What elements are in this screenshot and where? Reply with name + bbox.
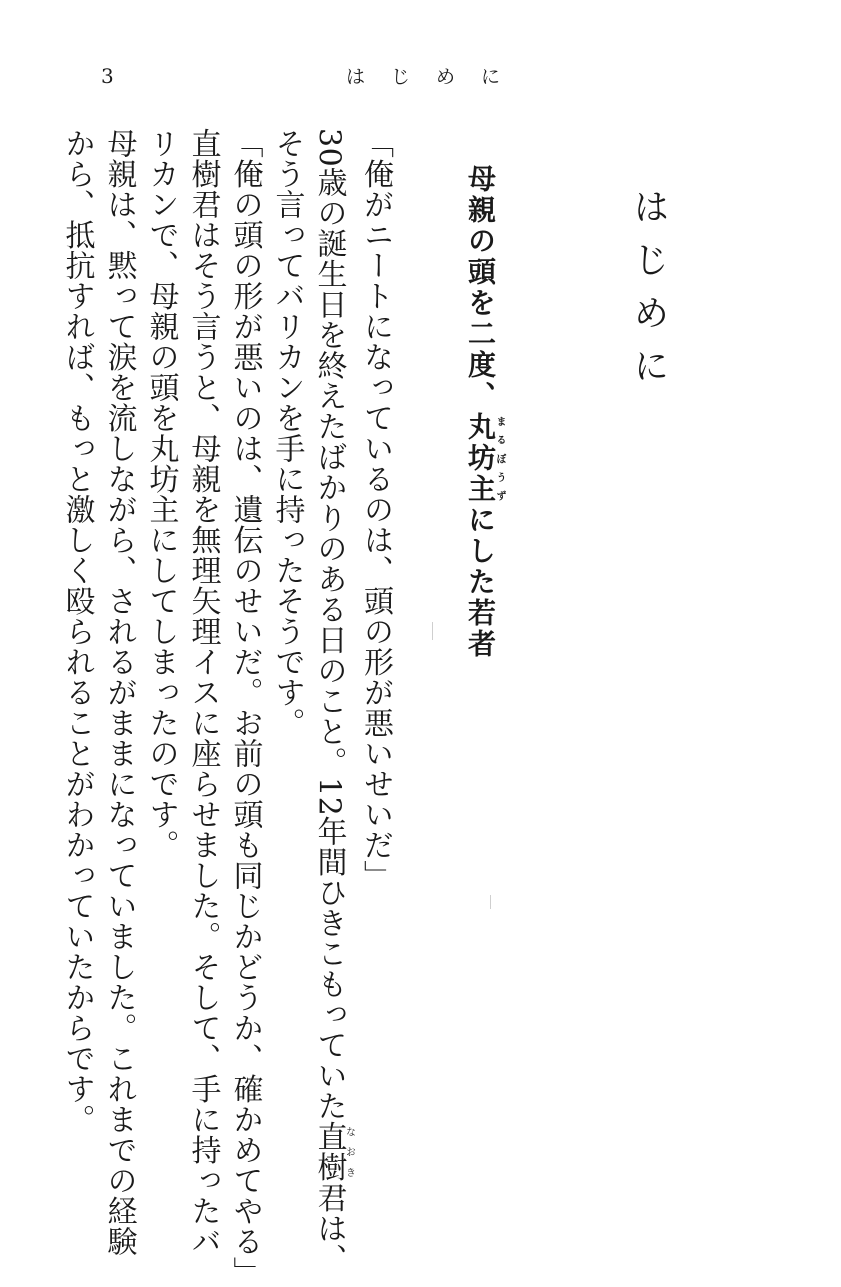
body-line-8: から、抵抗すれば、もっと激しく殴られることがわかっていたからです。 [59,128,95,1135]
subtitle-text-after: にした若者 [464,505,497,660]
running-head: はじめに [346,66,527,88]
body-line-1: 「俺がニートになっているのは、頭の形が悪いせいだ」 [358,128,393,891]
body-ruby-base: 直樹 [311,1121,347,1183]
body-line-4: 「俺の頭の形が悪いのは、遺伝のせいだ。お前の頭も同じかどうか、確かめてやる」 [227,128,263,1287]
body-ruby-naoki [311,1121,355,1183]
body-line-3: そう言ってバリカンを手に持ったそうです。 [269,128,305,738]
body-text [59,128,396,1287]
scan-mark [432,622,433,640]
subtitle-text-before: 母親の頭を二度、 [464,164,497,412]
body-line-5: 直樹君はそう言うと、母親を無理矢理イスに座らせました。そして、手に持ったバ [185,128,221,1257]
body-line-6: リカンで、母親の頭を丸坊主にしてしまったのです。 [143,128,179,860]
body-ruby-reading: なおき [343,1121,355,1183]
subtitle-ruby [464,412,505,505]
section-subtitle [466,164,505,660]
scan-mark [490,895,491,909]
chapter-title: はじめに [628,188,669,400]
subtitle-ruby-reading: まるぼうず [494,412,505,505]
body-line-2-text: 30歳の誕生日を終えたばかりのある日のこと。12年間ひきこもっていた [311,128,347,1122]
body-line-2 [308,128,355,1274]
subtitle-ruby-base: 丸坊主 [464,412,497,505]
page-number: 3 [101,64,114,88]
body-line-7: 母親は、黙って涙を流しながら、されるがままになっていました。これまでの経験 [101,128,137,1257]
body-line-2-after: 君は、 [311,1182,347,1274]
